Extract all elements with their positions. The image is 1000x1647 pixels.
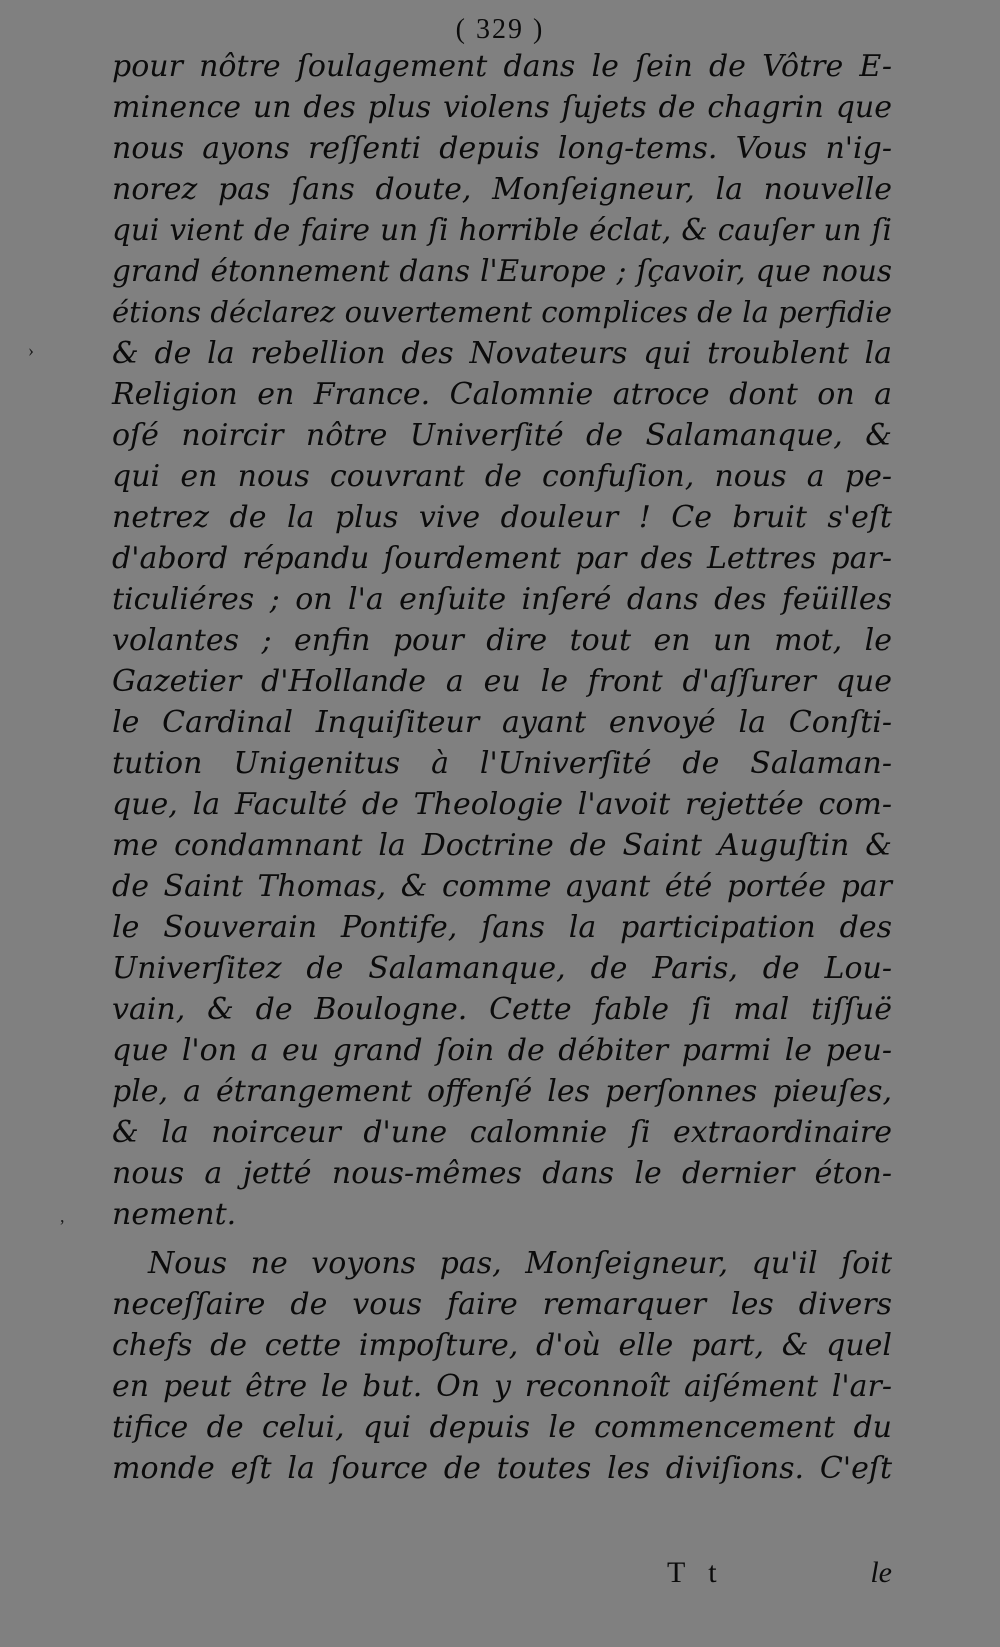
page-footer [112,1556,892,1596]
text-line: & de la rebellion des Novateurs qui troublent la [112,336,892,371]
text-line: neceſſaire de vous faire remarquer les divers [112,1287,892,1322]
text-line: nous ayons reſſenti depuis long-tems. Vous n'ig- [112,131,892,166]
text-line: Univerſitez de Salamanque, de Paris, de Lou- [112,951,892,986]
page-number: ( 329 ) [455,14,545,45]
text-line: vain, & de Boulogne. Cette fable ſi mal tiſſuë [112,992,892,1027]
text-line: Nous ne voyons pas, Monſeigneur, qu'il ſoit [148,1246,892,1281]
body-text [112,46,892,1489]
text-line: ticuliéres ; on l'a enſuite inſeré dans des feüilles [112,582,892,617]
text-line: & la noirceur d'une calomnie ſi extraordinaire [112,1115,892,1150]
text-line: d'abord répandu ſourdement par des Lettres par- [112,541,892,576]
text-line: volantes ; enfin pour dire tout en un mot, le [112,623,892,658]
text-line: me condamnant la Doctrine de Saint Auguſtin & [112,828,892,863]
text-line: grand étonnement dans l'Europe ; ſçavoir, que nous [112,254,892,288]
signature-mark: T t [667,1556,725,1589]
text-line: minence un des plus violens ſujets de chagrin que [112,90,892,125]
text-line: chefs de cette impoſture, d'où elle part, & quel [112,1328,892,1363]
text-line: étions déclarez ouvertement complices de la perfidie [112,295,892,329]
text-line: ple, a étrangement offenſé les perſonnes pieuſes, [112,1074,892,1109]
text-line: le Cardinal Inquiſiteur ayant envoyé la Conſti- [112,705,892,740]
text-line: pour nôtre ſoulagement dans le ſein de Vôtre E- [112,49,892,84]
text-line: Gazetier d'Hollande a eu le front d'aſſurer que [112,664,892,699]
text-line: nous a jetté nous-mêmes dans le dernier éton- [112,1156,892,1191]
text-line: nement. [112,1197,237,1232]
text-line: netrez de la plus vive douleur ! Ce bruit s'eſt [112,500,892,535]
text-line: tution Unigenitus à l'Univerſité de Salaman- [112,746,892,781]
catchword: le [870,1556,892,1589]
text-line: en peut être le but. On y reconnoît aiſément l'ar- [112,1369,892,1404]
paragraph-1 [112,46,892,1235]
text-line: que, la Faculté de Theologie l'avoit rejettée com- [112,787,892,822]
text-line: de Saint Thomas, & comme ayant été portée par [112,869,892,904]
paragraph-gap [112,1235,892,1243]
text-line: Religion en France. Calomnie atroce dont on a [112,377,892,412]
text-line: norez pas ſans doute, Monſeigneur, la nouvelle [112,172,892,207]
text-line: qui vient de faire un ſi horrible éclat, & cauſer un ſi [112,213,892,247]
margin-speck: , [60,1206,65,1226]
paragraph-2 [112,1243,892,1489]
text-line: oſé noircir nôtre Univerſité de Salamanque, & [112,418,892,453]
text-line: monde eſt la ſource de toutes les diviſions. C'eſt [112,1451,892,1486]
text-line: tifice de celui, qui depuis le commencement du [112,1410,892,1445]
text-line: que l'on a eu grand ſoin de débiter parmi le peu- [112,1033,892,1068]
text-line: le Souverain Pontife, ſans la participation des [112,910,892,945]
margin-speck: › [28,340,34,360]
text-line: qui en nous couvrant de confuſion, nous a pe- [112,459,892,494]
